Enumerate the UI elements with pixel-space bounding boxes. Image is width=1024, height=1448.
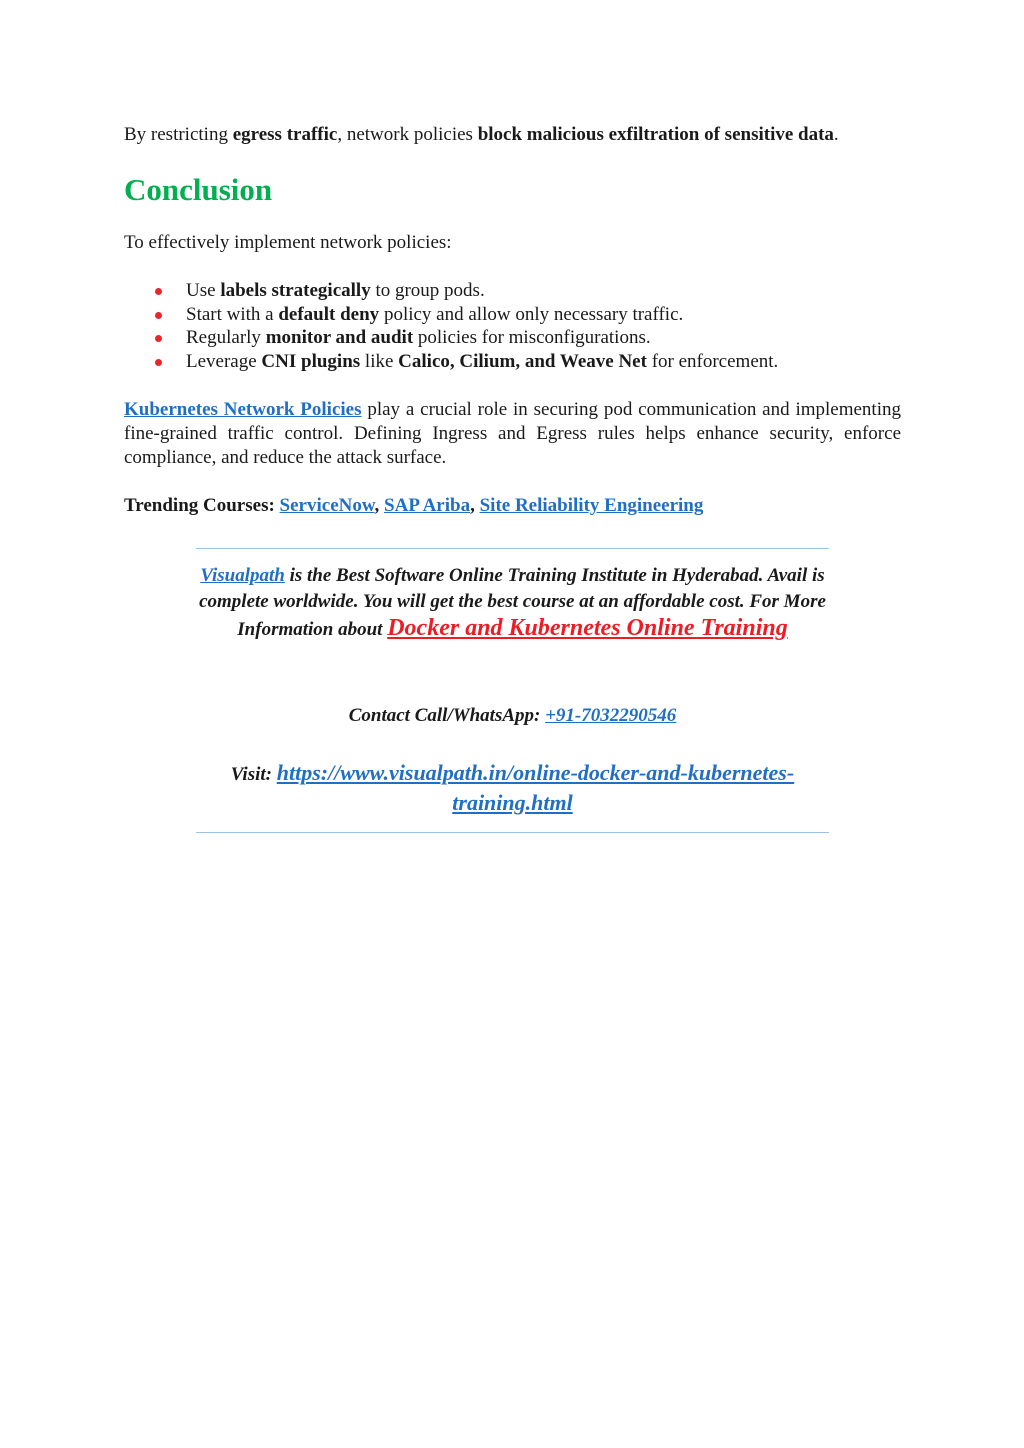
list-item: Use labels strategically to group pods. <box>124 279 778 303</box>
bullet-dot-icon <box>155 312 162 319</box>
conclusion-bullet-list <box>124 279 778 374</box>
promo-box <box>196 548 829 833</box>
visit-line: Visit: https://www.visualpath.in/online-docker-and-kubernetes-training.html <box>230 760 795 815</box>
conclusion-heading: Conclusion <box>124 172 273 207</box>
course-link-servicenow[interactable]: ServiceNow <box>279 495 375 516</box>
promo-text: Visualpath is the Best Software Online Training Institute in Hyderabad. Avail is complete worldwide. You will get the best course at an affordable cost. For More Information about Docker and Kubernetes Online Training <box>199 565 826 641</box>
website-url-link[interactable]: https://www.visualpath.in/online-docker-and-kubernetes-training.html <box>276 760 795 815</box>
list-item: Regularly monitor and audit policies for misconfigurations. <box>124 326 778 350</box>
kubernetes-network-policies-link[interactable]: Kubernetes Network Policies <box>124 399 362 420</box>
conclusion-lead: To effectively implement network policies: <box>124 232 452 253</box>
course-link-sre[interactable]: Site Reliability Engineering <box>479 495 704 516</box>
bullet-dot-icon <box>155 335 162 342</box>
list-item: Start with a default deny policy and allow only necessary traffic. <box>124 303 778 327</box>
trending-label: Trending Courses: <box>124 495 280 516</box>
intro-paragraph: By restricting egress traffic, network policies block malicious exfiltration of sensitive data. <box>124 124 839 145</box>
contact-line: Contact Call/WhatsApp: +91-7032290546 <box>348 705 677 726</box>
phone-link[interactable]: +91-7032290546 <box>545 705 677 726</box>
list-item: Leverage CNI plugins like Calico, Cilium, and Weave Net for enforcement. <box>124 350 778 374</box>
intro-bold-egress: egress traffic <box>232 124 338 145</box>
course-link-sap-ariba[interactable]: SAP Ariba <box>384 495 471 516</box>
intro-bold-exfiltration: block malicious exfiltration of sensitive data <box>477 124 834 145</box>
summary-paragraph: Kubernetes Network Policies play a crucial role in securing pod communication and implementing fine-grained traffic control. Defining Ingress and Egress rules helps enhance security, enforce compliance, and reduce the attack surface. <box>124 399 901 468</box>
docker-kubernetes-course-link[interactable]: Docker and Kubernetes Online Training <box>387 615 788 641</box>
bullet-dot-icon <box>155 359 162 366</box>
visualpath-link[interactable]: Visualpath <box>200 565 285 586</box>
trending-courses: Trending Courses: ServiceNow, SAP Ariba, Site Reliability Engineering <box>124 495 704 516</box>
bullet-dot-icon <box>155 288 162 295</box>
